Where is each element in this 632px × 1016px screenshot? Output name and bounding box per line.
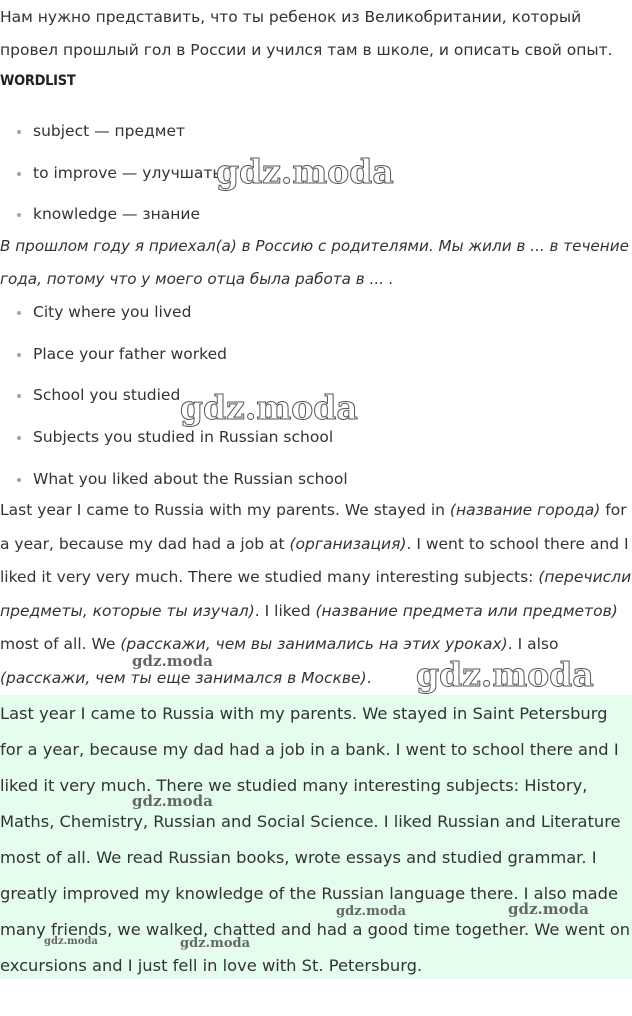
watermark-logo: gdz.moda (44, 936, 98, 947)
template-placeholder: (расскажи, чем ты еще занимался в Москве) (0, 668, 367, 687)
template-part: . I went to school there and I liked it very very much. There we studied many interesting subjects: (0, 534, 629, 586)
watermark-logo: gdz.moda (132, 652, 213, 670)
list-item: knowledge — знание (0, 204, 222, 246)
watermark-logo: gdz.moda (508, 900, 589, 918)
watermark-logo: gdz.moda (180, 388, 358, 427)
template-part: . (366, 668, 372, 687)
list-item: to improve — улучшать (0, 163, 222, 205)
wordlist-heading: WORDLIST (0, 73, 76, 89)
list-item: Subjects you studied in Russian school (0, 427, 348, 469)
watermark-logo: gdz.moda (216, 152, 394, 191)
watermark-logo: gdz.moda (132, 792, 213, 810)
template-part: . I also (507, 635, 559, 653)
template-placeholder: (организация) (289, 534, 407, 553)
template-placeholder: (расскажи, чем вы занимались на этих уроках) (120, 635, 508, 653)
template-placeholder: (название предмета или предметов) (315, 601, 618, 620)
questions-list (0, 302, 348, 510)
template-part: most of all. We (0, 635, 121, 653)
list-item: School you studied (0, 385, 348, 427)
answer-block (0, 695, 632, 979)
template-part: . I liked (254, 601, 316, 620)
watermark-logo: gdz.moda (180, 936, 251, 951)
list-item: What you liked about the Russian school (0, 469, 348, 511)
template-placeholder: (название города) (449, 501, 601, 519)
watermark-logo: gdz.moda (416, 655, 594, 694)
intro-text: Нам нужно представить, что ты ребенок из Великобритании, который провел прошлый гол в России и учился там в школе, и описать свой опыт. (0, 8, 613, 59)
watermark-logo: gdz.moda (336, 904, 407, 919)
italic-prompt: В прошлом году я приехал(а) в Россию с родителями. Мы жили в ... в течение года, потому что у моего отца была работа в ... . (0, 237, 629, 288)
template-placeholder: (перечисли предметы, которые ты изучал) (0, 568, 632, 620)
template-part: for a year, because my dad had a job at (0, 501, 627, 553)
template-text (0, 494, 632, 695)
list-item: Place your father worked (0, 344, 348, 386)
wordlist (0, 121, 222, 246)
answer-text: Last year I came to Russia with my parents. We stayed in Saint Petersburg for a year, because my dad had a job in a bank. I went to school there and I liked it very much. There we studied many interesting subjects: History, Maths, Chemistry, Russian and Social Science. I liked Russian and Literature most of all. We read Russian books, wrote essays and studied grammar. I greatly improved my knowledge of the Russian language there. I also made many friends, we walked, chatted and had a good time together. We went on excursions and I just fell in love with St. Petersburg. (0, 704, 631, 975)
template-part: Last year I came to Russia with my parents. We stayed in (0, 501, 450, 519)
list-item: subject — предмет (0, 121, 222, 163)
list-item: City where you lived (0, 302, 348, 344)
